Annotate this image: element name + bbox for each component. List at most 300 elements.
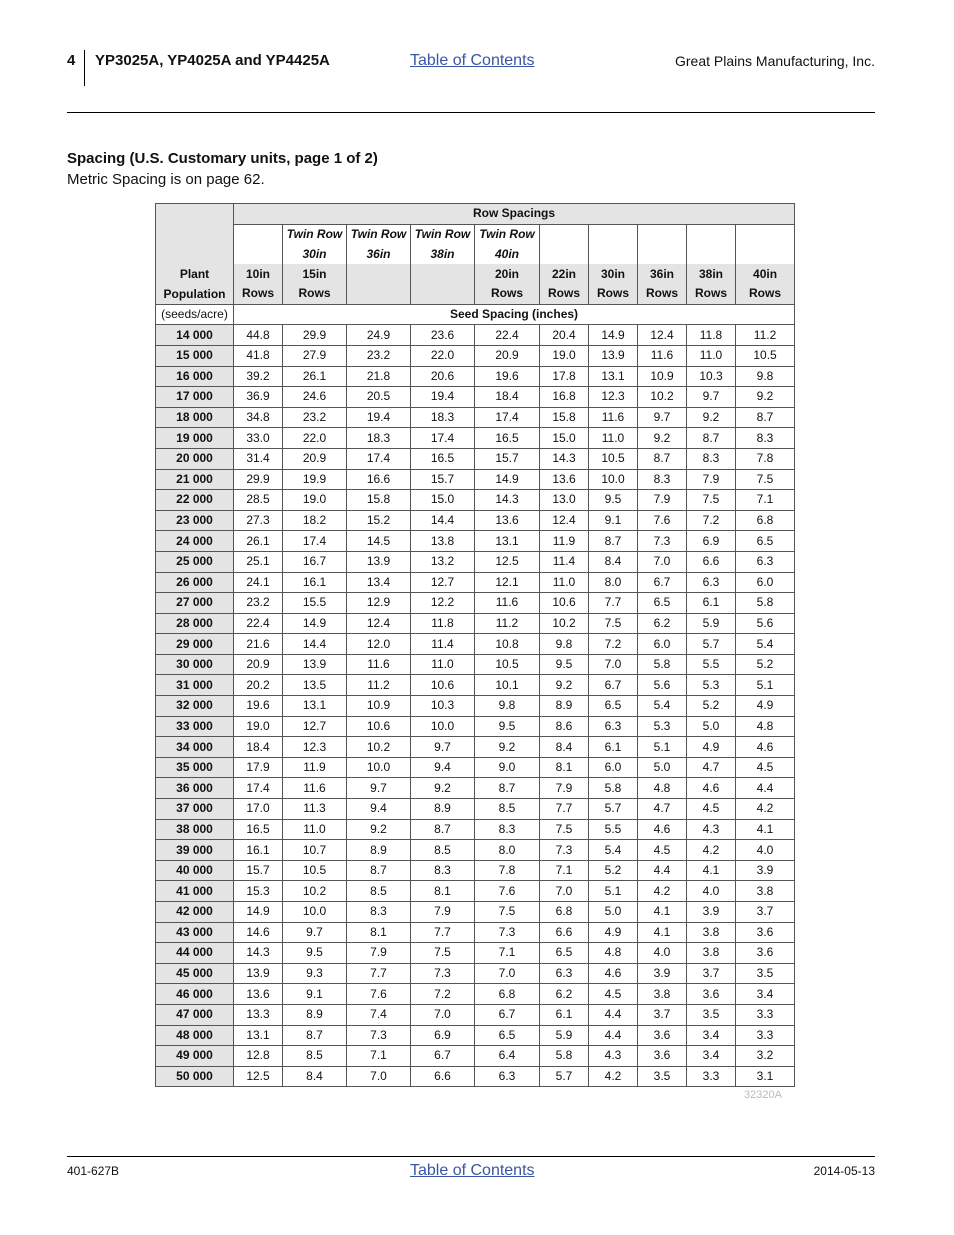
seed-spacing-cell: 15.5 xyxy=(283,593,347,614)
seed-spacing-cell: 5.5 xyxy=(687,654,736,675)
seed-spacing-cell: 11.0 xyxy=(589,428,638,449)
seed-spacing-cell: 3.2 xyxy=(736,1046,795,1067)
col-3-rows-label xyxy=(347,284,411,304)
seed-spacing-cell: 10.2 xyxy=(283,881,347,902)
seed-spacing-cell: 12.4 xyxy=(540,510,589,531)
seed-spacing-cell: 10.0 xyxy=(589,469,638,490)
seed-spacing-cell: 8.5 xyxy=(283,1046,347,1067)
seed-spacing-cell: 10.0 xyxy=(411,716,475,737)
seed-spacing-cell: 10.7 xyxy=(283,840,347,861)
plant-population-cell: 26 000 xyxy=(156,572,234,593)
col-10-twin-row-width xyxy=(736,244,795,264)
seed-spacing-cell: 8.9 xyxy=(540,696,589,717)
seed-spacing-cell: 8.7 xyxy=(589,531,638,552)
seed-spacing-cell: 3.5 xyxy=(736,963,795,984)
seed-spacing-cell: 4.2 xyxy=(736,799,795,820)
seed-spacing-cell: 12.0 xyxy=(347,634,411,655)
seed-spacing-cell: 31.4 xyxy=(234,448,283,469)
plant-population-cell: 17 000 xyxy=(156,387,234,408)
seed-spacing-cell: 6.3 xyxy=(475,1066,540,1087)
table-row xyxy=(156,984,795,1005)
seed-spacing-cell: 8.3 xyxy=(347,902,411,923)
plant-population-cell: 15 000 xyxy=(156,345,234,366)
plant-population-cell: 47 000 xyxy=(156,1004,234,1025)
col-8-rows-label: Rows xyxy=(638,284,687,304)
table-row xyxy=(156,757,795,778)
seed-spacing-cell: 4.1 xyxy=(638,922,687,943)
seed-spacing-cell: 5.7 xyxy=(540,1066,589,1087)
col-6-row-width: 22in xyxy=(540,264,589,284)
seed-spacing-cell: 6.5 xyxy=(475,1025,540,1046)
seed-spacing-cell: 10.6 xyxy=(411,675,475,696)
seed-spacing-cell: 6.1 xyxy=(589,737,638,758)
seed-spacing-cell: 11.9 xyxy=(540,531,589,552)
table-row xyxy=(156,819,795,840)
seed-spacing-cell: 14.4 xyxy=(411,510,475,531)
seed-spacing-cell: 16.5 xyxy=(234,819,283,840)
table-row xyxy=(156,860,795,881)
seed-spacing-cell: 4.8 xyxy=(736,716,795,737)
seed-spacing-cell: 13.6 xyxy=(475,510,540,531)
plant-population-cell: 38 000 xyxy=(156,819,234,840)
seed-spacing-cell: 6.7 xyxy=(475,1004,540,1025)
col-5-rows-label: Rows xyxy=(475,284,540,304)
seed-spacing-cell: 19.6 xyxy=(234,696,283,717)
seed-spacing-cell: 9.2 xyxy=(347,819,411,840)
seed-spacing-cell: 5.1 xyxy=(736,675,795,696)
seed-spacing-cell: 26.1 xyxy=(283,366,347,387)
table-row xyxy=(156,551,795,572)
plant-population-cell: 49 000 xyxy=(156,1046,234,1067)
seed-spacing-cell: 4.8 xyxy=(589,943,638,964)
table-row xyxy=(156,1004,795,1025)
seed-spacing-cell: 8.3 xyxy=(687,448,736,469)
seed-spacing-cell: 13.9 xyxy=(589,345,638,366)
seed-spacing-cell: 3.5 xyxy=(638,1066,687,1087)
seed-spacing-cell: 16.6 xyxy=(347,469,411,490)
plant-population-cell: 41 000 xyxy=(156,881,234,902)
seed-spacing-cell: 6.3 xyxy=(540,963,589,984)
seed-spacing-cell: 8.9 xyxy=(347,840,411,861)
seed-spacing-cell: 14.9 xyxy=(283,613,347,634)
plant-population-cell: 44 000 xyxy=(156,943,234,964)
seed-spacing-cell: 10.2 xyxy=(347,737,411,758)
col-6-twin-row-width xyxy=(540,244,589,264)
seed-spacing-cell: 8.1 xyxy=(347,922,411,943)
seed-spacing-cell: 10.9 xyxy=(638,366,687,387)
header-divider xyxy=(84,50,85,86)
seed-spacing-cell: 4.8 xyxy=(638,778,687,799)
seed-spacing-cell: 8.0 xyxy=(589,572,638,593)
seed-spacing-cell: 7.5 xyxy=(540,819,589,840)
seed-spacing-cell: 17.8 xyxy=(540,366,589,387)
plant-population-cell: 21 000 xyxy=(156,469,234,490)
seed-spacing-cell: 15.0 xyxy=(411,490,475,511)
seed-spacing-cell: 6.7 xyxy=(638,572,687,593)
seed-spacing-cell: 7.8 xyxy=(475,860,540,881)
col-4-twin-row-width: 38in xyxy=(411,244,475,264)
seed-spacing-cell: 8.4 xyxy=(283,1066,347,1087)
seed-spacing-cell: 19.0 xyxy=(283,490,347,511)
table-row xyxy=(156,963,795,984)
seed-spacing-cell: 10.0 xyxy=(347,757,411,778)
seed-spacing-cell: 5.6 xyxy=(736,613,795,634)
table-row xyxy=(156,593,795,614)
seed-spacing-cell: 5.4 xyxy=(736,634,795,655)
seed-spacing-cell: 6.0 xyxy=(589,757,638,778)
seed-spacing-cell: 6.5 xyxy=(638,593,687,614)
seed-spacing-cell: 5.8 xyxy=(736,593,795,614)
table-row xyxy=(156,490,795,511)
seed-spacing-cell: 5.5 xyxy=(589,819,638,840)
table-row xyxy=(156,654,795,675)
col-3-twin-row-label: Twin Row xyxy=(347,224,411,244)
table-row xyxy=(156,881,795,902)
table-row xyxy=(156,778,795,799)
seed-spacing-cell: 6.1 xyxy=(687,593,736,614)
col-7-rows-label: Rows xyxy=(589,284,638,304)
seed-spacing-cell: 4.1 xyxy=(638,902,687,923)
col-5-twin-row-label: Twin Row xyxy=(475,224,540,244)
seed-spacing-cell: 8.3 xyxy=(411,860,475,881)
seed-spacing-cell: 5.0 xyxy=(638,757,687,778)
seed-spacing-cell: 19.6 xyxy=(475,366,540,387)
plant-population-cell: 24 000 xyxy=(156,531,234,552)
seed-spacing-cell: 5.9 xyxy=(540,1025,589,1046)
seed-spacing-cell: 13.6 xyxy=(540,469,589,490)
seed-spacing-cell: 4.9 xyxy=(687,737,736,758)
seed-spacing-cell: 4.0 xyxy=(687,881,736,902)
col-2-row-width: 15in xyxy=(283,264,347,284)
table-row xyxy=(156,613,795,634)
document-title: YP3025A, YP4025A and YP4425A xyxy=(95,52,330,69)
seed-spacing-cell: 14.5 xyxy=(347,531,411,552)
seed-spacing-cell: 17.4 xyxy=(283,531,347,552)
seed-spacing-cell: 5.1 xyxy=(589,881,638,902)
col-3-twin-row-width: 36in xyxy=(347,244,411,264)
seed-spacing-cell: 8.5 xyxy=(347,881,411,902)
seed-spacing-cell: 13.3 xyxy=(234,1004,283,1025)
seed-spacing-cell: 13.1 xyxy=(234,1025,283,1046)
seed-spacing-cell: 11.8 xyxy=(687,325,736,346)
seed-spacing-cell: 7.8 xyxy=(736,448,795,469)
seed-spacing-cell: 12.3 xyxy=(283,737,347,758)
seed-spacing-cell: 8.0 xyxy=(475,840,540,861)
plant-population-cell: 30 000 xyxy=(156,654,234,675)
col-5-twin-row-width: 40in xyxy=(475,244,540,264)
seed-spacing-cell: 9.8 xyxy=(736,366,795,387)
plant-population-cell: 46 000 xyxy=(156,984,234,1005)
plant-population-cell: 43 000 xyxy=(156,922,234,943)
col-10-rows-label: Rows xyxy=(736,284,795,304)
plant-population-cell: 37 000 xyxy=(156,799,234,820)
seed-spacing-cell: 28.5 xyxy=(234,490,283,511)
plant-population-cell: 28 000 xyxy=(156,613,234,634)
seed-spacing-cell: 13.5 xyxy=(283,675,347,696)
col-4-rows-label xyxy=(411,284,475,304)
seed-spacing-cell: 12.1 xyxy=(475,572,540,593)
seed-spacing-cell: 12.3 xyxy=(589,387,638,408)
row-spacings-header: Row Spacings xyxy=(234,204,795,225)
seed-spacing-cell: 9.7 xyxy=(411,737,475,758)
seed-spacing-cell: 7.9 xyxy=(687,469,736,490)
seed-spacing-cell: 22.0 xyxy=(283,428,347,449)
seed-spacing-cell: 4.6 xyxy=(687,778,736,799)
seed-spacing-cell: 3.6 xyxy=(736,943,795,964)
page-number: 4 xyxy=(67,52,76,69)
seed-spacing-cell: 16.1 xyxy=(283,572,347,593)
seed-spacing-cell: 6.8 xyxy=(475,984,540,1005)
col-5-row-width: 20in xyxy=(475,264,540,284)
seed-spacing-cell: 5.9 xyxy=(687,613,736,634)
seed-spacing-cell: 5.4 xyxy=(638,696,687,717)
seed-spacing-cell: 15.7 xyxy=(234,860,283,881)
plant-population-cell: 35 000 xyxy=(156,757,234,778)
seed-spacing-cell: 29.9 xyxy=(283,325,347,346)
seed-spacing-cell: 4.5 xyxy=(638,840,687,861)
seed-spacing-cell: 15.8 xyxy=(347,490,411,511)
col-2-rows-label: Rows xyxy=(283,284,347,304)
seed-spacing-cell: 11.6 xyxy=(589,407,638,428)
seed-spacing-cell: 25.1 xyxy=(234,551,283,572)
seed-spacing-cell: 6.5 xyxy=(589,696,638,717)
seed-spacing-cell: 15.3 xyxy=(234,881,283,902)
seed-spacing-cell: 21.8 xyxy=(347,366,411,387)
col-10-row-width: 40in xyxy=(736,264,795,284)
seed-spacing-cell: 11.9 xyxy=(283,757,347,778)
col-9-twin-row-label xyxy=(687,224,736,244)
seed-spacing-cell: 9.0 xyxy=(475,757,540,778)
table-row xyxy=(156,922,795,943)
seed-spacing-cell: 6.2 xyxy=(638,613,687,634)
seed-spacing-cell: 5.2 xyxy=(687,696,736,717)
seed-spacing-cell: 12.8 xyxy=(234,1046,283,1067)
table-row xyxy=(156,1066,795,1087)
seed-spacing-cell: 19.9 xyxy=(283,469,347,490)
seed-spacing-cell: 3.4 xyxy=(736,984,795,1005)
seed-spacing-cell: 4.4 xyxy=(589,1004,638,1025)
seed-spacing-cell: 9.2 xyxy=(411,778,475,799)
seed-spacing-cell: 27.3 xyxy=(234,510,283,531)
seed-spacing-cell: 16.5 xyxy=(475,428,540,449)
seed-spacing-cell: 14.9 xyxy=(234,902,283,923)
seed-spacing-cell: 6.8 xyxy=(736,510,795,531)
seed-spacing-cell: 24.1 xyxy=(234,572,283,593)
col-7-twin-row-width xyxy=(589,244,638,264)
seed-spacing-cell: 3.3 xyxy=(687,1066,736,1087)
seed-spacing-cell: 22.4 xyxy=(475,325,540,346)
seed-spacing-cell: 15.7 xyxy=(475,448,540,469)
table-row xyxy=(156,407,795,428)
seed-spacing-cell: 10.2 xyxy=(638,387,687,408)
seed-spacing-cell: 14.9 xyxy=(589,325,638,346)
seed-spacing-cell: 17.9 xyxy=(234,757,283,778)
footer-toc-link[interactable]: Table of Contents xyxy=(410,1162,535,1179)
seed-spacing-cell: 13.1 xyxy=(283,696,347,717)
seed-spacing-cell: 5.7 xyxy=(687,634,736,655)
col-7-row-width: 30in xyxy=(589,264,638,284)
seed-spacing-cell: 9.1 xyxy=(589,510,638,531)
plant-population-cell: 34 000 xyxy=(156,737,234,758)
table-row xyxy=(156,366,795,387)
seed-spacing-cell: 5.3 xyxy=(687,675,736,696)
seed-spacing-cell: 16.7 xyxy=(283,551,347,572)
seed-spacing-cell: 14.3 xyxy=(234,943,283,964)
seed-spacing-cell: 8.7 xyxy=(638,448,687,469)
plant-population-cell: 45 000 xyxy=(156,963,234,984)
seed-spacing-cell: 20.9 xyxy=(475,345,540,366)
seed-spacing-cell: 8.4 xyxy=(540,737,589,758)
header-toc-link[interactable]: Table of Contents xyxy=(410,52,535,69)
seed-spacing-cell: 4.4 xyxy=(736,778,795,799)
seed-spacing-cell: 15.8 xyxy=(540,407,589,428)
seed-spacing-cell: 7.0 xyxy=(589,654,638,675)
col-9-twin-row-width xyxy=(687,244,736,264)
seed-spacing-cell: 10.6 xyxy=(540,593,589,614)
seed-spacing-cell: 7.2 xyxy=(411,984,475,1005)
plant-population-cell: 20 000 xyxy=(156,448,234,469)
seed-spacing-cell: 11.3 xyxy=(283,799,347,820)
seed-spacing-cell: 4.4 xyxy=(589,1025,638,1046)
seed-spacing-cell: 14.6 xyxy=(234,922,283,943)
seed-spacing-cell: 12.4 xyxy=(347,613,411,634)
seed-spacing-cell: 4.0 xyxy=(638,943,687,964)
seed-spacing-cell: 7.2 xyxy=(687,510,736,531)
seed-spacing-cell: 7.9 xyxy=(638,490,687,511)
seed-spacing-cell: 13.1 xyxy=(475,531,540,552)
col-4-row-width xyxy=(411,264,475,284)
seed-spacing-cell: 11.4 xyxy=(411,634,475,655)
seed-spacing-cell: 6.8 xyxy=(540,902,589,923)
seed-spacing-cell: 11.4 xyxy=(540,551,589,572)
seed-spacing-cell: 7.1 xyxy=(347,1046,411,1067)
plant-population-header-cell xyxy=(156,204,234,305)
seed-spacing-cell: 12.7 xyxy=(411,572,475,593)
seed-spacing-cell: 11.0 xyxy=(283,819,347,840)
seed-spacing-cell: 6.3 xyxy=(736,551,795,572)
seed-spacing-cell: 4.9 xyxy=(736,696,795,717)
col-1-row-width: 10in xyxy=(234,264,283,284)
seed-spacing-cell: 8.4 xyxy=(589,551,638,572)
seed-spacing-cell: 7.7 xyxy=(589,593,638,614)
seed-spacing-cell: 22.4 xyxy=(234,613,283,634)
seed-spacing-cell: 5.0 xyxy=(687,716,736,737)
figure-reference: 32320A xyxy=(744,1089,782,1101)
seed-spacing-unit-label: Seed Spacing (inches) xyxy=(234,304,795,325)
seed-spacing-cell: 20.2 xyxy=(234,675,283,696)
seed-spacing-cell: 11.6 xyxy=(283,778,347,799)
seed-spacing-cell: 13.8 xyxy=(411,531,475,552)
seed-spacing-cell: 4.9 xyxy=(589,922,638,943)
seed-spacing-cell: 10.5 xyxy=(589,448,638,469)
seed-spacing-cell: 7.5 xyxy=(411,943,475,964)
seed-spacing-cell: 19.4 xyxy=(411,387,475,408)
seed-spacing-cell: 6.3 xyxy=(589,716,638,737)
seed-spacing-cell: 7.3 xyxy=(475,922,540,943)
seed-spacing-cell: 24.6 xyxy=(283,387,347,408)
table-row xyxy=(156,510,795,531)
seed-spacing-cell: 14.4 xyxy=(283,634,347,655)
table-row xyxy=(156,840,795,861)
seed-spacing-cell: 7.3 xyxy=(540,840,589,861)
seed-spacing-cell: 3.8 xyxy=(687,922,736,943)
seed-spacing-cell: 4.2 xyxy=(687,840,736,861)
seed-spacing-cell: 9.5 xyxy=(283,943,347,964)
seed-spacing-cell: 13.0 xyxy=(540,490,589,511)
seed-spacing-cell: 8.6 xyxy=(540,716,589,737)
col-8-row-width: 36in xyxy=(638,264,687,284)
seed-spacing-cell: 20.9 xyxy=(283,448,347,469)
plant-population-cell: 31 000 xyxy=(156,675,234,696)
seed-spacing-cell: 7.0 xyxy=(347,1066,411,1087)
doc-number: 401-627B xyxy=(67,1164,120,1178)
seed-spacing-cell: 19.4 xyxy=(347,407,411,428)
col-6-rows-label: Rows xyxy=(540,284,589,304)
seed-spacing-cell: 5.2 xyxy=(736,654,795,675)
seed-spacing-cell: 9.5 xyxy=(475,716,540,737)
seed-spacing-cell: 8.3 xyxy=(736,428,795,449)
seed-spacing-cell: 29.9 xyxy=(234,469,283,490)
seed-spacing-cell: 11.6 xyxy=(638,345,687,366)
plant-population-cell: 16 000 xyxy=(156,366,234,387)
seed-spacing-cell: 3.6 xyxy=(638,1046,687,1067)
table-row xyxy=(156,902,795,923)
seed-spacing-cell: 3.7 xyxy=(736,902,795,923)
seed-spacing-cell: 3.6 xyxy=(736,922,795,943)
seed-spacing-cell: 3.5 xyxy=(687,1004,736,1025)
seed-spacing-cell: 5.1 xyxy=(638,737,687,758)
seed-spacing-cell: 26.1 xyxy=(234,531,283,552)
seed-spacing-cell: 13.9 xyxy=(283,654,347,675)
seed-spacing-cell: 7.9 xyxy=(411,902,475,923)
seed-spacing-cell: 6.5 xyxy=(736,531,795,552)
seed-spacing-cell: 15.7 xyxy=(411,469,475,490)
seed-spacing-cell: 15.2 xyxy=(347,510,411,531)
seed-spacing-cell: 3.8 xyxy=(638,984,687,1005)
seed-spacing-cell: 6.6 xyxy=(411,1066,475,1087)
table-row xyxy=(156,696,795,717)
seed-spacing-cell: 4.7 xyxy=(687,757,736,778)
seed-spacing-cell: 4.6 xyxy=(589,963,638,984)
seed-spacing-cell: 4.5 xyxy=(687,799,736,820)
seed-spacing-cell: 9.2 xyxy=(475,737,540,758)
seed-spacing-cell: 11.0 xyxy=(411,654,475,675)
seed-spacing-cell: 9.5 xyxy=(589,490,638,511)
seed-spacing-cell: 6.9 xyxy=(687,531,736,552)
plant-population-cell: 50 000 xyxy=(156,1066,234,1087)
seed-spacing-cell: 8.5 xyxy=(475,799,540,820)
seed-spacing-cell: 3.8 xyxy=(736,881,795,902)
seed-spacing-cell: 23.2 xyxy=(283,407,347,428)
seed-spacing-cell: 7.3 xyxy=(411,963,475,984)
seed-spacing-cell: 11.0 xyxy=(540,572,589,593)
seed-spacing-cell: 6.7 xyxy=(411,1046,475,1067)
plant-population-cell: 42 000 xyxy=(156,902,234,923)
seed-spacing-cell: 3.3 xyxy=(736,1025,795,1046)
table-row xyxy=(156,716,795,737)
table-row xyxy=(156,1046,795,1067)
seed-spacing-cell: 6.5 xyxy=(540,943,589,964)
seed-spacing-cell: 4.3 xyxy=(687,819,736,840)
seed-spacing-cell: 4.0 xyxy=(736,840,795,861)
company-name: Great Plains Manufacturing, Inc. xyxy=(675,53,875,69)
table-row xyxy=(156,572,795,593)
seed-spacing-cell: 9.2 xyxy=(540,675,589,696)
seed-spacing-cell: 17.4 xyxy=(234,778,283,799)
seed-spacing-cell: 11.2 xyxy=(347,675,411,696)
col-2-twin-row-label: Twin Row xyxy=(283,224,347,244)
seed-spacing-cell: 4.3 xyxy=(589,1046,638,1067)
